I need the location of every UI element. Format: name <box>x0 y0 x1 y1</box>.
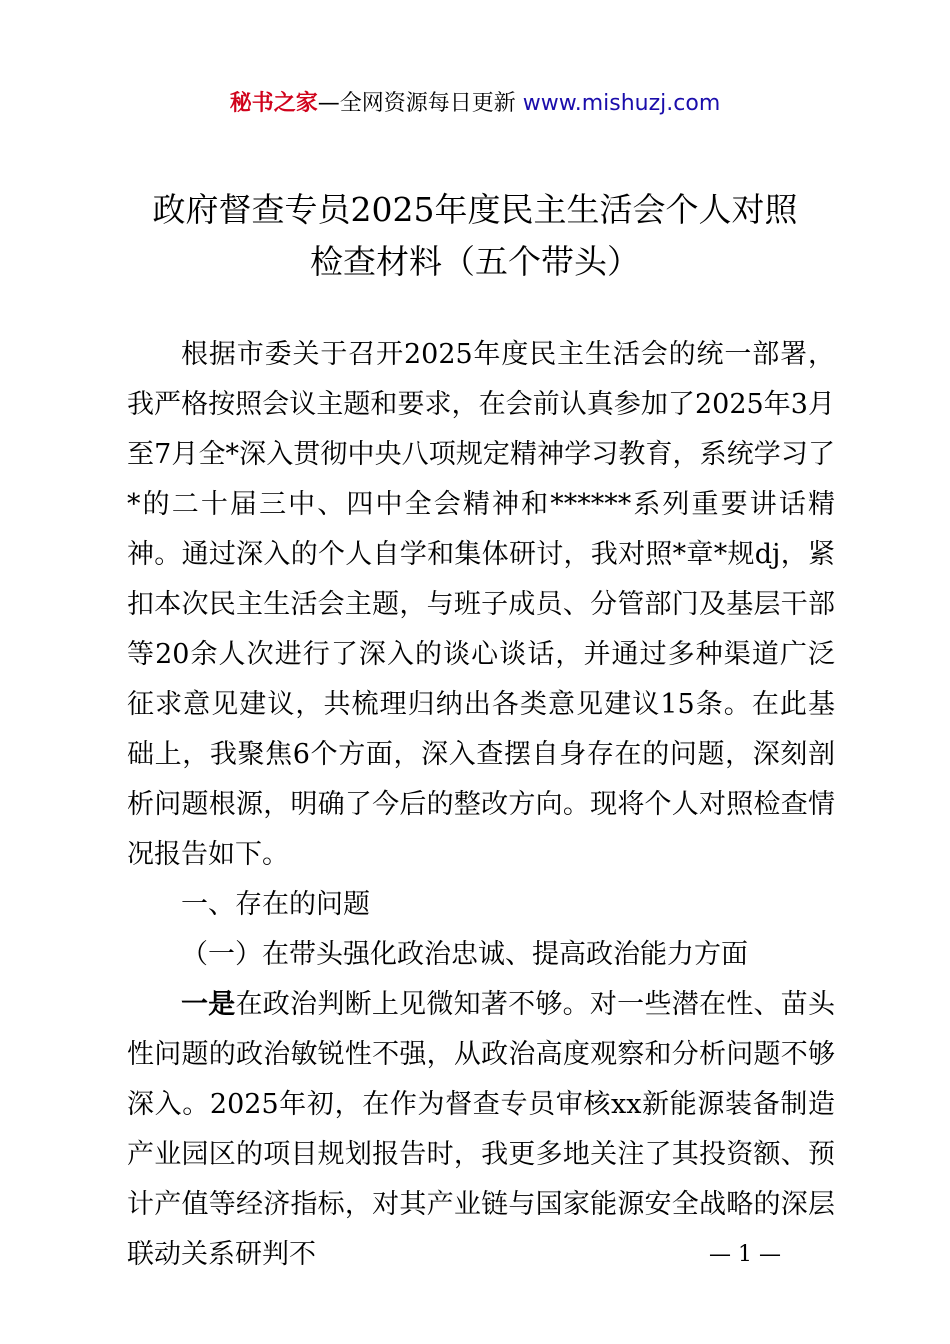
section-heading-problems: 一、存在的问题 <box>181 889 370 920</box>
intro-paragraph: 根据市委关于召开2025年度民主生活会的统一部署，我严格按照会议主题和要求，在会前认真参加了2025年3月至7月全*深入贯彻中央八项规定精神学习教育，系统学习了*的二十届三中、四中全会精神和******系列重要讲话精神。通过深入的个人自学和集体研讨，我对照*章*规dj，紧扣本次民主生活会主题，与班子成员、分管部门及基层干部等20余人次进行了深入的谈心谈话，并通过多种渠道广泛征求意见建议，共梳理归纳出各类意见建议15条。在此基础上，我聚焦6个方面，深入查摆自身存在的问题，深刻剖析问题根源，明确了今后的整改方向。现将个人对照检查情况报告如下。 <box>127 339 835 870</box>
site-url-link[interactable]: www.mishuzj.com <box>522 91 721 116</box>
point-one-lead: 一是 <box>181 989 236 1020</box>
site-tagline: —全网资源每日更新 <box>317 91 523 116</box>
document-title <box>90 184 860 288</box>
page-number: — 1 — <box>709 1242 781 1267</box>
site-brand: 秘书之家 <box>229 91 318 116</box>
document-title-line1: 政府督查专员2025年度民主生活会个人对照 <box>152 190 798 229</box>
site-header <box>0 88 950 120</box>
document-title-line2: 检查材料（五个带头） <box>310 242 640 281</box>
document-body <box>127 330 835 1280</box>
subsection-heading-political: （一）在带头强化政治忠诚、提高政治能力方面 <box>181 939 748 970</box>
point-one-text: 在政治判断上见微知著不够。对一些潜在性、苗头性问题的政治敏锐性不强，从政治高度观察和分析问题不够深入。2025年初，在作为督查专员审核xx新能源装备制造产业园区的项目规划报告时，我更多地关注了其投资额、预计产值等经济指标，对其产业链与国家能源安全战略的深层联动关系研判不 <box>127 989 836 1270</box>
point-one-paragraph <box>127 980 835 1280</box>
